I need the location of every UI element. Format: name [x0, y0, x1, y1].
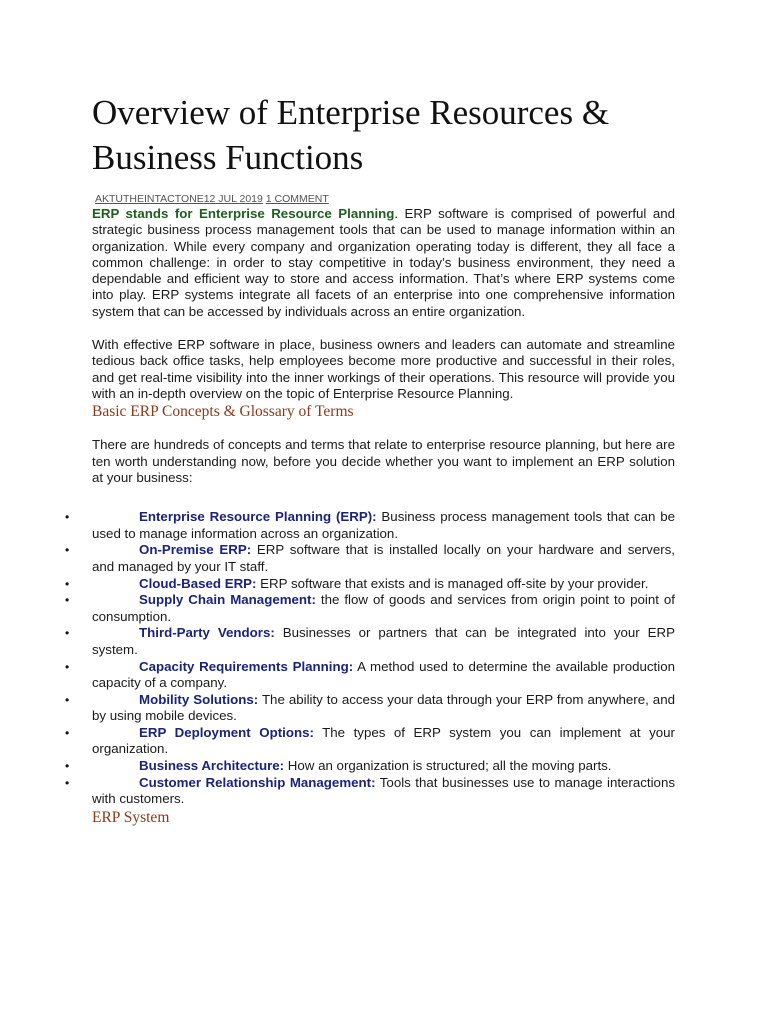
glossary-definition: Tools that businesses use to manage interactions with customers.	[92, 774, 675, 807]
glossary-item	[65, 575, 675, 593]
intro-lead: ERP stands for Enterprise Resource Planning	[92, 206, 395, 221]
glossary-definition: How an organization is structured; all the moving parts.	[284, 758, 612, 774]
bullet-icon: •	[65, 759, 70, 774]
bullet-icon: •	[65, 775, 70, 790]
glossary-term: Capacity Requirements Planning:	[139, 658, 354, 674]
post-meta	[92, 193, 675, 205]
glossary-definition: A method used to determine the available production capacity of a company.	[92, 658, 675, 691]
bullet-icon: •	[65, 626, 70, 641]
bullet-icon: •	[65, 510, 70, 525]
glossary-item	[65, 691, 675, 725]
glossary-list	[65, 509, 675, 808]
glossary-item	[65, 625, 675, 658]
intro-rest: . ERP software is comprised of powerful and strategic business process management tools that can be used to manage information within an organization. While every company and organization operating today is different, they all face a common challenge: in order to stay competitive in today’s business environment, they need a dependable and efficient way to store and access information. That’s where ERP systems come into play. ERP systems integrate all facets of an enterprise into one comprehensive information system that can be accessed by individuals across an entire organization.	[92, 206, 675, 319]
glossary-term: Supply Chain Management:	[139, 592, 316, 608]
comments-link[interactable]: 1 COMMENT	[265, 193, 329, 205]
glossary-definition: The types of ERP system you can implement at your organization.	[92, 724, 675, 757]
bullet-icon: •	[65, 576, 70, 591]
intro-paragraph	[92, 206, 675, 320]
bullet-icon: •	[65, 692, 70, 707]
glossary-item	[65, 774, 675, 808]
article	[65, 0, 675, 828]
glossary-term: Cloud-Based ERP:	[139, 575, 257, 591]
glossary-term: Enterprise Resource Planning (ERP):	[139, 509, 377, 525]
glossary-intro-paragraph: There are hundreds of concepts and terms that relate to enterprise resource planning, but here are ten worth understanding now, before you decide whether you want to implement an ERP solution at your business:	[92, 437, 675, 485]
glossary-definition: Businesses or partners that can be integrated into your ERP system.	[92, 625, 675, 657]
glossary-term: Customer Relationship Management:	[139, 774, 376, 790]
glossary-item	[65, 592, 675, 625]
glossary-definition: the flow of goods and services from origin point to point of consumption.	[92, 592, 675, 624]
glossary-term: Third-Party Vendors:	[139, 625, 275, 641]
bullet-icon: •	[65, 725, 70, 740]
glossary-term: ERP Deployment Options:	[139, 724, 314, 740]
author-link[interactable]: AKTUTHEINTACTONE	[95, 193, 204, 205]
bullet-icon: •	[65, 659, 70, 674]
bullet-icon: •	[65, 593, 70, 608]
post-date: 12 JUL 2019	[203, 193, 263, 205]
glossary-definition: ERP software that exists and is managed off-site by your provider.	[256, 575, 649, 591]
section-heading-erp-system: ERP System	[92, 808, 170, 826]
bullet-icon: •	[65, 543, 70, 558]
glossary-item	[65, 542, 675, 575]
glossary-definition: The ability to access your data through your ERP from anywhere, and by using mobile devices.	[92, 691, 675, 724]
glossary-definition: Business process management tools that can be used to manage information across an organization.	[92, 509, 675, 541]
glossary-item	[65, 724, 675, 758]
glossary-item	[65, 758, 675, 775]
glossary-term: Mobility Solutions:	[139, 691, 259, 707]
glossary-term: Business Architecture:	[139, 758, 285, 774]
body-paragraph: With effective ERP software in place, business owners and leaders can automate and streamline tedious back office tasks, help employees become more productive and successful in their roles, and get real-time visibility into the inner workings of their operations. This resource will provide you with an in-depth overview on the topic of Enterprise Resource Planning.	[92, 337, 675, 401]
glossary-item	[65, 509, 675, 542]
page-title: Overview of Enterprise Resources & Business Functions	[92, 93, 610, 177]
glossary-term: On-Premise ERP:	[139, 542, 252, 558]
glossary-definition: ERP software that is installed locally on your hardware and servers, and managed by your IT staff.	[92, 542, 675, 574]
section-heading-basic-concepts: Basic ERP Concepts & Glossary of Terms	[92, 403, 354, 421]
glossary-item	[65, 658, 675, 692]
